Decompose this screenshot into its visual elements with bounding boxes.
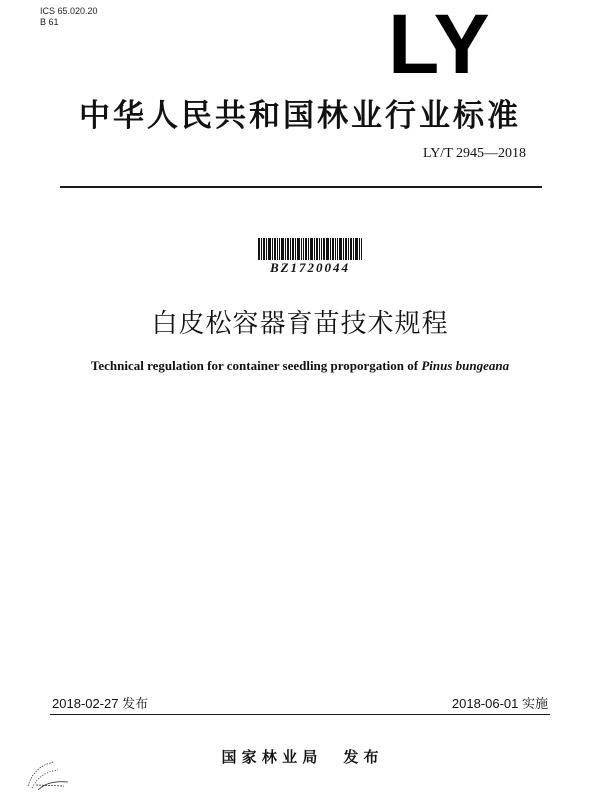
- issuer-action: 发 布: [343, 748, 379, 766]
- barcode-number: BZ1720044: [269, 260, 351, 275]
- footer-divider: [50, 714, 550, 715]
- seal-stamp-icon: [24, 752, 74, 792]
- title-en-prefix: Technical regulation for container seedling proporgation of: [90, 358, 422, 373]
- document-title-cn: 白皮松容器育苗技术规程: [151, 309, 449, 339]
- header-divider: [60, 186, 542, 188]
- standard-title: 中华人民共和国林业行业标准: [79, 98, 521, 134]
- issuer-line: [0, 746, 600, 767]
- title-en-species: Pinus bungeana: [421, 358, 510, 373]
- ics-code: ICS 65.020.20: [40, 6, 98, 16]
- issue-date: 2018-02-27 发布: [52, 696, 149, 711]
- standard-number: LY/T 2945—2018: [423, 146, 526, 161]
- document-title-en: [0, 358, 600, 374]
- issuer-name: 国 家 林 业 局: [221, 748, 318, 766]
- classification-codes: [40, 6, 98, 28]
- ccs-code: B 61: [40, 17, 59, 27]
- ly-logo: LY: [388, 0, 492, 91]
- implementation-date: 2018-06-01 实施: [451, 696, 548, 711]
- barcode-icon: [258, 238, 362, 260]
